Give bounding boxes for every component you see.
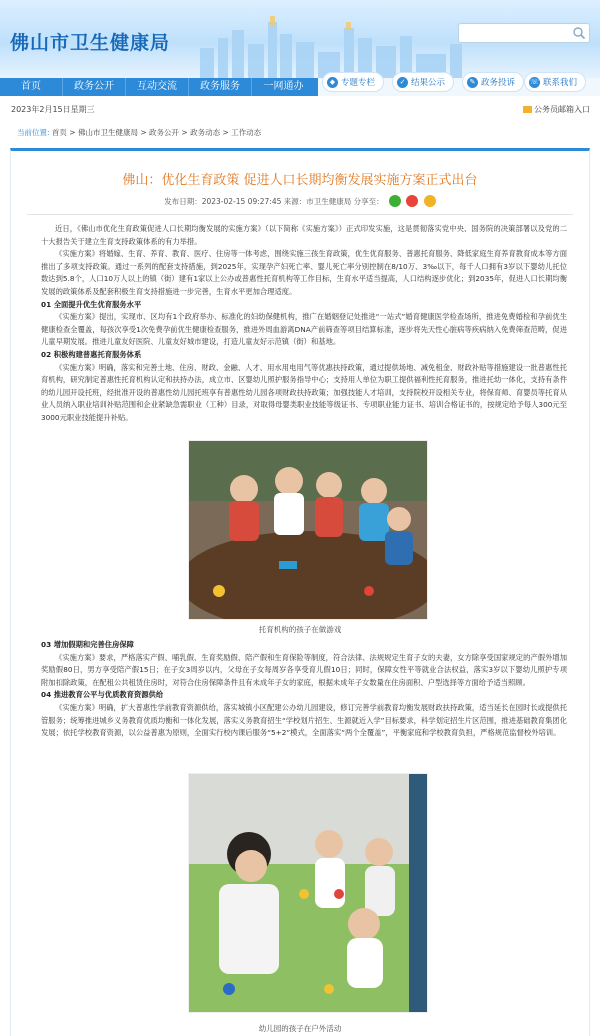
paragraph-section-2: 《实施方案》明确，落实和完善土地、住房、财政、金融、人才、用水用电用气等优惠扶持政策，通过提供场地、减免租金、财政补贴等措施建设一批普惠性托育机构，研究制定普惠性托育机构认定和扶持办法，成立市、区婴幼儿照护服务指导中心；支持用人单位为职工提供福利性托育服务，推进托幼一体化，支持有条件的幼儿园开设托班，经批准开设的普惠性幼儿园托班享有普惠性幼儿园各项财政扶持政策；加强技能人才培训，支持院校开设相关专业，将保育师、育婴员等托育从业人员纳入职业培训补贴范围和企业紧缺急需职业（工种）目录，对取得母婴类职业技能等级证书、专项职业能力证书、培训合格证书的，按规定给予每人300元至3000元职业技能提升补贴。 [41, 362, 567, 422]
weibo-share-icon[interactable] [406, 195, 418, 207]
article-container [10, 148, 590, 1036]
section-heading-3: 03 增加假期和完善住房保障 [41, 640, 134, 649]
quick-link-label: 专题专栏 [341, 78, 376, 88]
nav-menu [0, 78, 318, 96]
section-heading-4: 04 推进教育公平与优质教育资源供给 [41, 690, 164, 700]
wechat-share-icon[interactable] [389, 195, 401, 207]
quick-link-results[interactable] [392, 72, 454, 92]
complaint-icon: ✎ [467, 77, 478, 88]
section-heading-2: 02 积极构建普惠托育服务体系 [41, 349, 142, 359]
toddlers-activity-image [189, 774, 428, 1013]
city-skyline-banner [190, 8, 490, 78]
nav-item-gov-service[interactable]: 政务服务 [189, 78, 252, 96]
breadcrumb-path[interactable]: 首页 > 佛山市卫生健康局 > 政务公开 > 政务动态 > 工作动态 [51, 128, 262, 137]
article-meta [11, 195, 589, 207]
qzone-share-icon[interactable] [424, 195, 436, 207]
nav-item-one-stop[interactable]: 一网通办 [263, 81, 304, 92]
results-icon: ✓ [397, 77, 408, 88]
photo-caption-kindergarten: 幼儿园的孩子在户外活动 [258, 1024, 342, 1033]
main-navigation [0, 78, 600, 96]
article-title: 佛山：优化生育政策 促进人口长期均衡发展实施方案正式出台 [122, 173, 478, 188]
official-mail-link[interactable] [523, 104, 590, 115]
mail-icon [523, 106, 532, 113]
quick-link-label: 结果公示 [411, 78, 446, 88]
breadcrumb-label: 当前位置: [17, 128, 50, 137]
search-input[interactable] [459, 28, 567, 46]
photo-caption-nursery: 托育机构的孩子在做游戏 [258, 625, 342, 634]
article-body-top [41, 223, 567, 425]
quick-link-label: 政务投诉 [481, 78, 516, 88]
paragraph-intro: 近日，《佛山市优化生育政策促进人口长期均衡发展的实施方案》（以下简称《实施方案》）正式印发实施，这是贯彻落实党中央、国务院的决策部署以及党的二十大报告关于建立生育支持政策体系的有力举措。 [41, 224, 567, 246]
site-logo-title[interactable]: 佛山市卫生健康局 [10, 32, 171, 54]
children-playing-image [189, 441, 428, 620]
search-icon[interactable] [572, 26, 586, 40]
article-photo-nursery [188, 440, 428, 620]
nav-item-gov-open[interactable]: 政务公开 [63, 78, 126, 96]
quick-link-label: 联系我们 [543, 78, 578, 88]
nav-item-interaction[interactable]: 互动交流 [126, 78, 189, 96]
article-photo-kindergarten [188, 773, 428, 1013]
topic-icon: ◆ [327, 77, 338, 88]
quick-link-complaints[interactable] [462, 72, 524, 92]
section-heading-1: 01 全面提升优生优育服务水平 [41, 299, 142, 309]
quick-link-contact[interactable] [524, 72, 586, 92]
paragraph-overview: 《实施方案》将婚嫁、生育、养育、教育、医疗、住房等一体考虑，围绕实施三孩生育政策，优生优育服务、普惠托育服务、降低家庭生育养育教育成本等方面推出了多项支持政策。通过一系列的配套支持措施，到2025年，实现孕产妇死亡率、婴儿死亡率分别控制在8/10万、3‰以下，每千人口拥有3岁以下婴幼儿托位数达到5.8个，人口10万人以上的镇（街）建有1家以上公办或普惠性托育机构等工作目标，生育水平适当提高，人口结构逐步优化；到2035年，促进人口长期均衡发展的政策体系及配套积极生育支持措施进一步完善，生育水平更加合理适度。 [41, 249, 567, 296]
nav-item-home[interactable]: 首页 [0, 78, 63, 96]
publish-info: 发布日期：2023-02-15 09:27:45 来源：市卫生健康局 分享至： [164, 197, 384, 206]
current-date: 2023年2月15日星期三 [11, 105, 95, 114]
paragraph-section-1: 《实施方案》提出，实现市、区均有1个政府举办、标准化的妇幼保健机构，推广在婚姻登记处推进“一站式”婚育健康医学检查场所，推进免费婚检和孕前优生健康检查全覆盖，每孩次享受1次免费孕前优生健康检查服务，推进外周血游离DNA产前筛查等项目结算标准，逐步将先天性心脏病等疾病纳入免费筛查范畴，促进儿童早期发展。推进儿童友好医院、儿童友好城市建设，打造儿童友好示范镇（街）和基地。 [41, 312, 567, 347]
site-header [0, 0, 600, 78]
article-body-middle [41, 639, 567, 740]
quick-link-special-topics[interactable] [322, 72, 384, 92]
paragraph-section-3: 《实施方案》要求，严格落实产假、哺乳假、生育奖励假、陪产假和生育保险等制度，符合法律、法规规定生育子女的夫妻，女方除享受国家规定的产假外增加奖励假80日，男方享受陪产假15日；在子女3周岁以内，父母在子女每周岁各享受育儿假10日；同时，保障女性平等就业合法权益，落实3岁以下婴幼儿照护专项附加扣除政策，在配租公共租赁住房时，对符合住房保障条件且有未成年子女的家庭，根据未成年子女数量在住房面积、户型选择等方面给予适当照顾。 [41, 652, 567, 687]
paragraph-section-4: 《实施方案》明确，扩大普惠性学前教育资源供给，落实城镇小区配建公办幼儿园建设，修订完善学前教育均衡发展财政扶持政策，适当延长在园时长或提供托管服务；统筹推进城乡义务教育优质均衡和一体化发展，落实义务教育招生“学校划片招生、生源就近入学”目标要求，科学划定招生片区范围，推进基础教育集团化发展；依托学校教育资源，以公益普惠为原则，全面实行校内课后服务“5+2”模式，全面落实“两个全覆盖”，平衡家庭和学校教育负担，严格规范监督校外培训。 [41, 702, 567, 738]
search-box [458, 23, 590, 43]
title-divider [27, 214, 573, 215]
date-bar [0, 100, 600, 116]
mail-label: 公务员邮箱入口 [534, 105, 590, 114]
phone-icon: ☏ [530, 78, 539, 86]
breadcrumb [17, 127, 261, 138]
